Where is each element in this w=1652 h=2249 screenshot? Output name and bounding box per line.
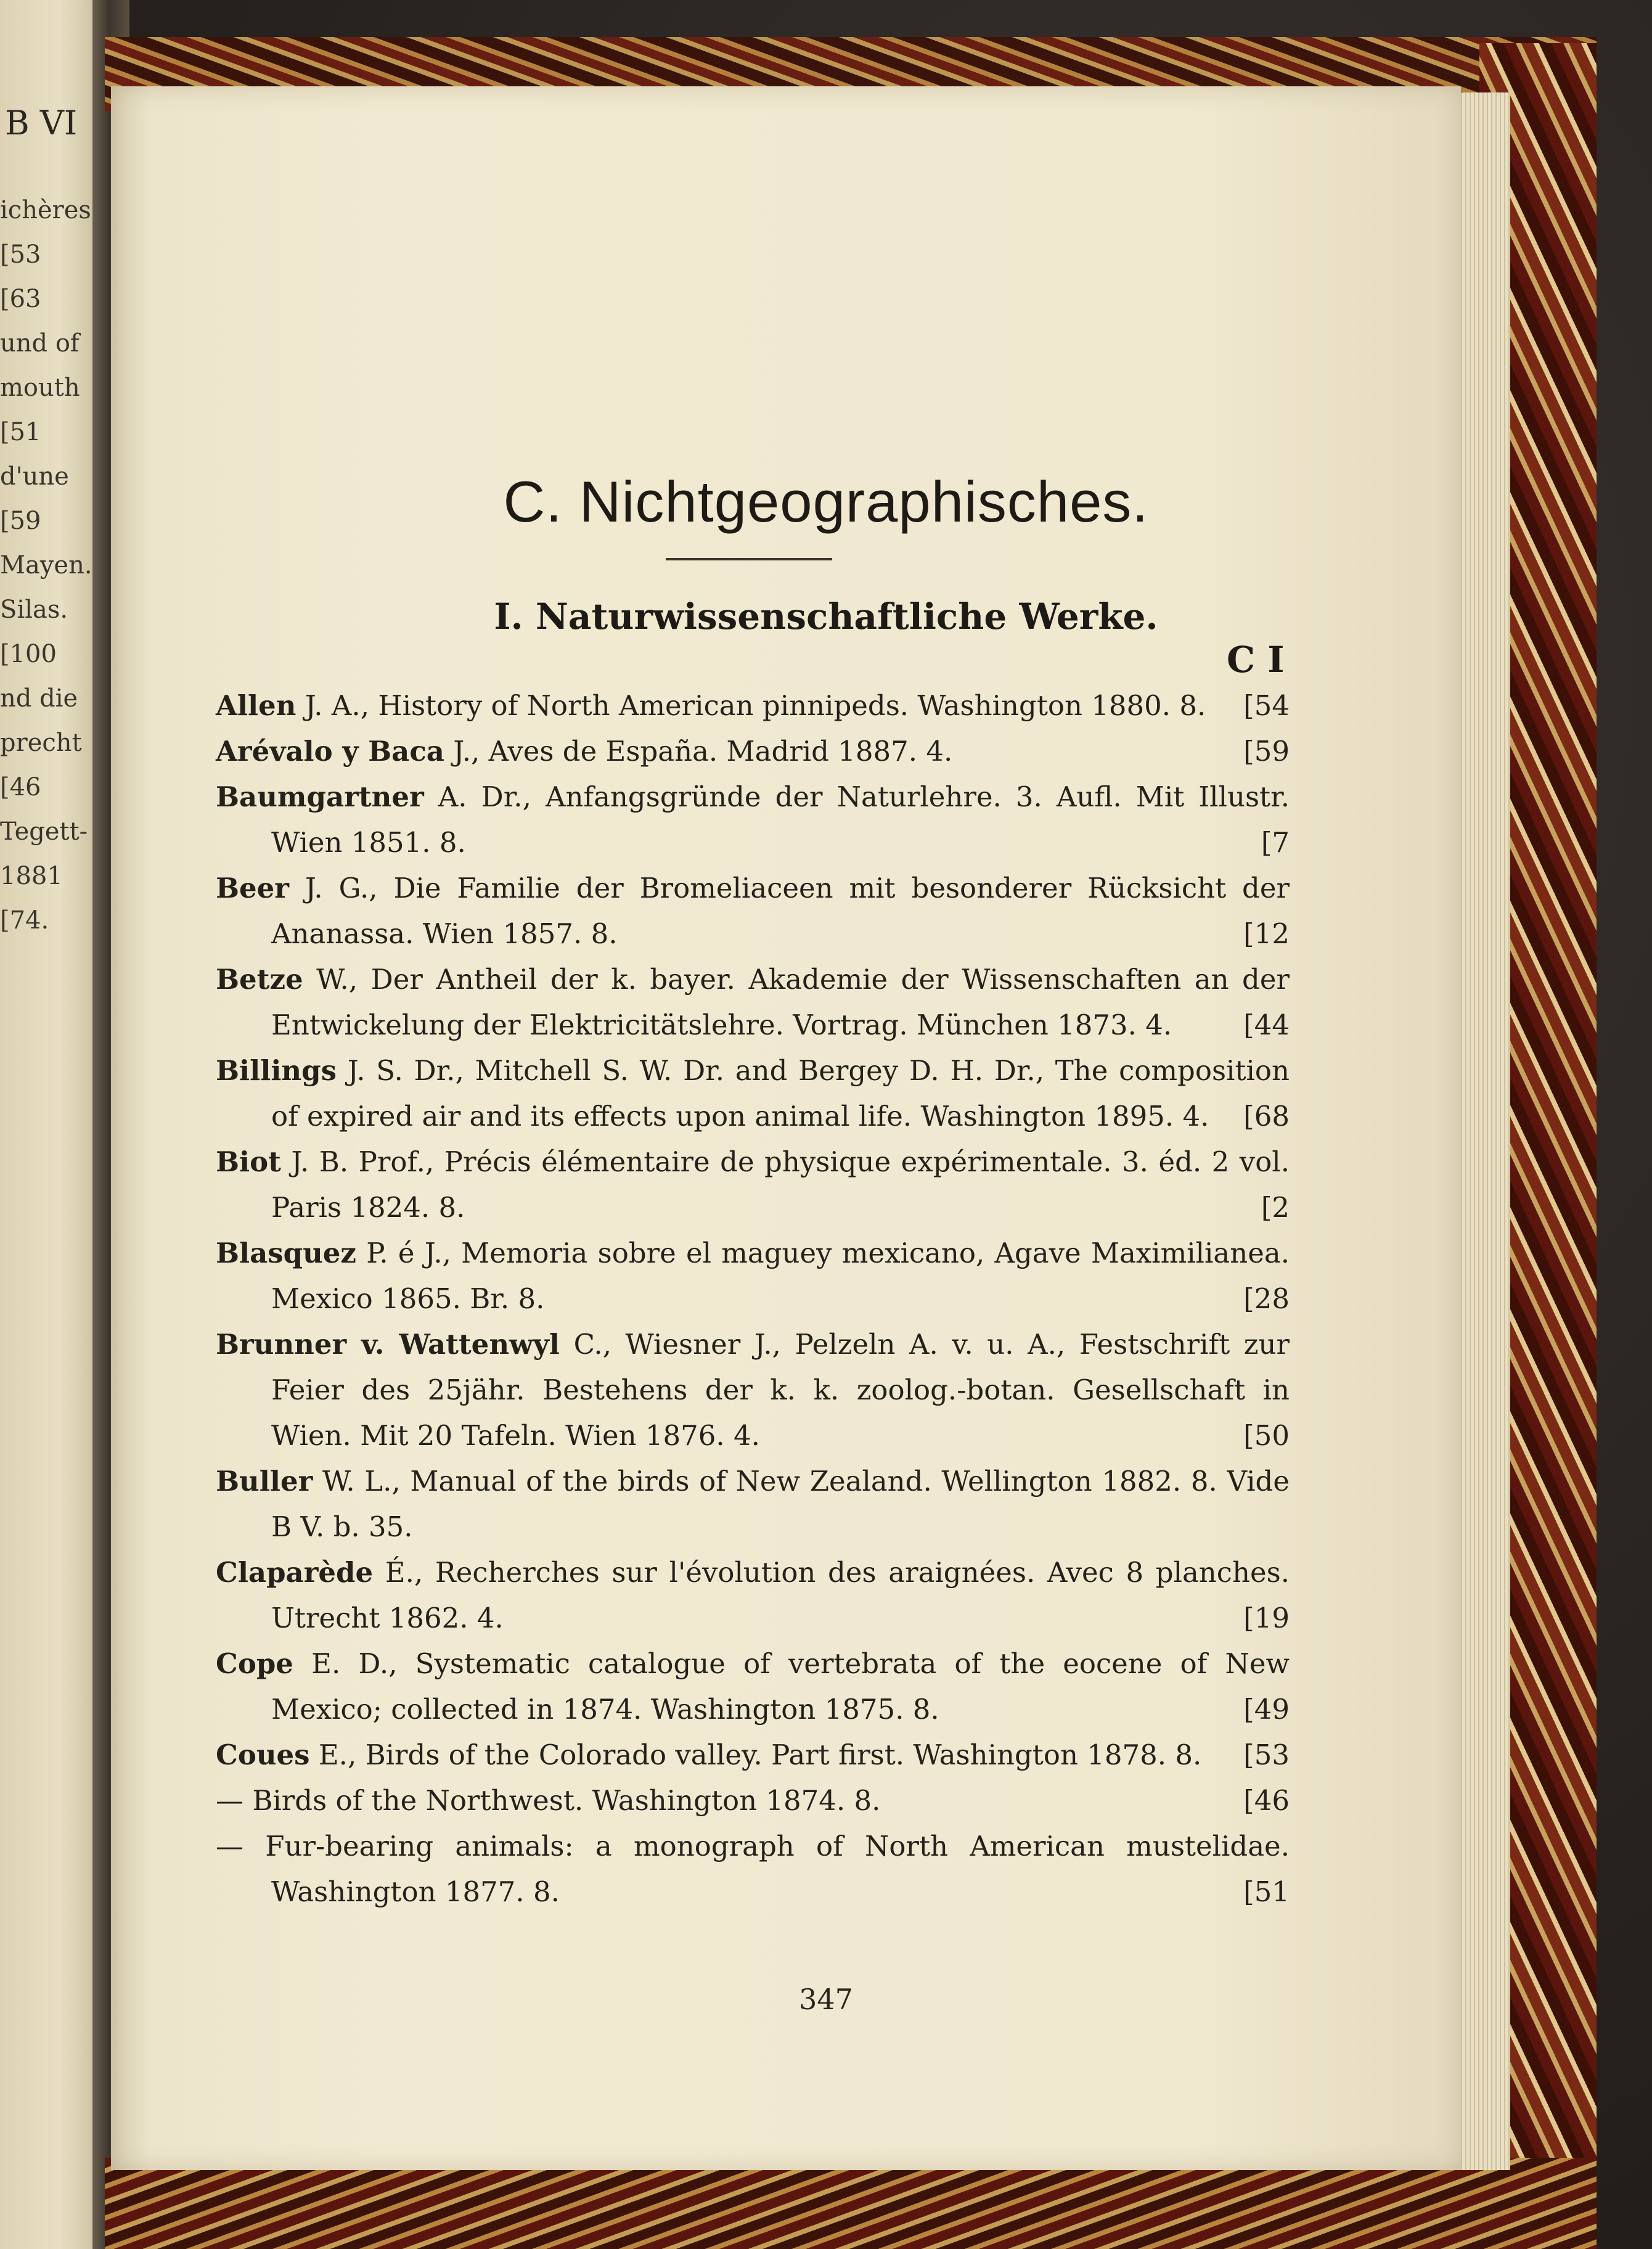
entry-reference: [46: [1243, 1784, 1290, 1817]
previous-page-header: B VI: [5, 104, 78, 142]
entry-author: Coues: [216, 1739, 310, 1771]
bibliography-entry: [216, 866, 1290, 957]
entry-reference: [59: [1243, 735, 1290, 768]
subsection-title: I. Naturwissenschaftliche Werke.: [494, 596, 1158, 637]
bibliography-entry: [216, 729, 1290, 774]
entry-text: J. G., Die Familie der Bromeliaceen mit besonderer Rücksicht der Ananassa. Wien 1857. 8.: [271, 872, 1290, 950]
bibliography-entry: [216, 683, 1290, 729]
previous-page-fragment: [100: [0, 640, 57, 668]
entry-text: E., Birds of the Colorado valley. Part first. Washington 1878. 8.: [318, 1739, 1202, 1771]
entry-author: Biot: [216, 1145, 281, 1178]
entry-reference: [50: [1243, 1419, 1290, 1452]
entry-text: Fur-bearing animals: a monograph of North American mustelidae. Washington 1877. 8.: [265, 1830, 1290, 1908]
entry-reference: [19: [1243, 1602, 1290, 1634]
entry-reference: [49: [1243, 1693, 1290, 1726]
entry-reference: [54: [1243, 689, 1290, 722]
entry-text: Birds of the Northwest. Washington 1874. 8.: [252, 1784, 881, 1817]
section-title: C. Nichtgeographisches.: [503, 469, 1149, 534]
entry-author: Billings: [216, 1054, 337, 1087]
entry-author: Buller: [216, 1465, 313, 1497]
previous-page-fragment: 1881: [0, 862, 63, 890]
entry-author: Beer: [216, 872, 290, 904]
entry-author: Betze: [216, 963, 303, 996]
column-marker: C I: [1227, 639, 1285, 681]
previous-page-fragment: Mayen.: [0, 551, 92, 580]
previous-page-fragment: [74.: [0, 906, 49, 935]
entry-text: P. é J., Memoria sobre el maguey mexicano, Agave Maximilianea. Mexico 1865. Br. 8.: [271, 1237, 1290, 1315]
previous-page-fragment: Tegett-: [0, 817, 88, 846]
previous-page-fragment: precht: [0, 729, 82, 757]
entry-author: Cope: [216, 1647, 293, 1680]
bibliography-entry: [216, 1048, 1290, 1139]
entry-text: J. A., History of North American pinnipeds. Washington 1880. 8.: [305, 689, 1206, 722]
previous-page-fragment: nd die: [0, 684, 78, 713]
bibliography-entry: [216, 1322, 1290, 1459]
entry-text: W., Der Antheil der k. bayer. Akademie der Wissenschaften an der Entwickelung der Elektricitätslehre. Vortrag. München 1873. 4.: [271, 963, 1290, 1041]
bibliography-entry: [216, 1231, 1290, 1322]
entry-author: Blasquez: [216, 1237, 356, 1269]
entry-author: Arévalo y Baca: [216, 735, 444, 768]
previous-page-fragment: [51: [0, 418, 41, 446]
previous-page-fragment: ichères: [0, 196, 91, 224]
bibliography-entry: [216, 1641, 1290, 1732]
entry-author: —: [216, 1830, 243, 1862]
bibliography-entry: [216, 774, 1290, 866]
entry-text: J., Aves de España. Madrid 1887. 4.: [453, 735, 953, 768]
bibliography-entry: [216, 1139, 1290, 1231]
entry-text: A. Dr., Anfangsgründe der Naturlehre. 3. Aufl. Mit Illustr. Wien 1851. 8.: [271, 780, 1290, 859]
entry-author: Allen: [216, 689, 296, 722]
bibliography-entry: [216, 957, 1290, 1048]
entry-text: É., Recherches sur l'évolution des araignées. Avec 8 planches. Utrecht 1862. 4.: [271, 1556, 1290, 1634]
bibliography-list: [216, 683, 1290, 1915]
previous-page-fragment: [63: [0, 285, 41, 313]
bibliography-entry: [216, 1732, 1290, 1778]
marbled-cover-bottom: [105, 2158, 1597, 2249]
entry-author: —: [216, 1784, 243, 1817]
entry-text: J. S. Dr., Mitchell S. W. Dr. and Bergey D. H. Dr., The composition of expired air and its effects upon animal life. Washington 1895. 4.: [271, 1054, 1290, 1133]
previous-page-fragment: mouth: [0, 374, 80, 402]
entry-text: E. D., Systematic catalogue of vertebrata of the eocene of New Mexico; collected in 1874. Washington 1875. 8.: [271, 1647, 1290, 1726]
previous-page-fragment: und of: [0, 329, 80, 358]
bibliography-entry: [216, 1778, 1290, 1824]
entry-reference: [2: [1261, 1191, 1290, 1224]
entry-text: J. B. Prof., Précis élémentaire de physique expérimentale. 3. éd. 2 vol. Paris 1824. 8.: [271, 1145, 1290, 1224]
entry-reference: [51: [1243, 1875, 1290, 1908]
entry-reference: [12: [1243, 917, 1290, 950]
previous-page-fragment: [59: [0, 507, 41, 535]
entry-reference: [44: [1243, 1009, 1290, 1041]
entry-author: Baumgartner: [216, 780, 424, 813]
previous-page-fragment: [53: [0, 240, 41, 269]
previous-page-fragment: d'une: [0, 462, 69, 491]
entry-author: Claparède: [216, 1556, 374, 1589]
bibliography-entry: [216, 1459, 1290, 1550]
page-number: 347: [799, 1983, 853, 2016]
entry-text: W. L., Manual of the birds of New Zealand. Wellington 1882. 8. Vide B V. b. 35.: [271, 1465, 1290, 1543]
entry-reference: [53: [1243, 1739, 1290, 1771]
previous-page-fragment: [46: [0, 773, 41, 801]
entry-reference: [68: [1243, 1100, 1290, 1133]
bibliography-entry: [216, 1550, 1290, 1641]
entry-text: C., Wiesner J., Pelzeln A. v. u. A., Festschrift zur Feier des 25jähr. Bestehens der k. k. zoolog.-botan. Gesellschaft in Wien. Mit 20 Tafeln. Wien 1876. 4.: [271, 1328, 1290, 1452]
entry-author: Brunner v. Wattenwyl: [216, 1328, 560, 1361]
entry-reference: [7: [1261, 826, 1290, 859]
bibliography-entry: [216, 1824, 1290, 1915]
title-rule: [666, 558, 832, 560]
entry-reference: [28: [1243, 1282, 1290, 1315]
previous-page-fragment: Silas.: [0, 596, 68, 624]
